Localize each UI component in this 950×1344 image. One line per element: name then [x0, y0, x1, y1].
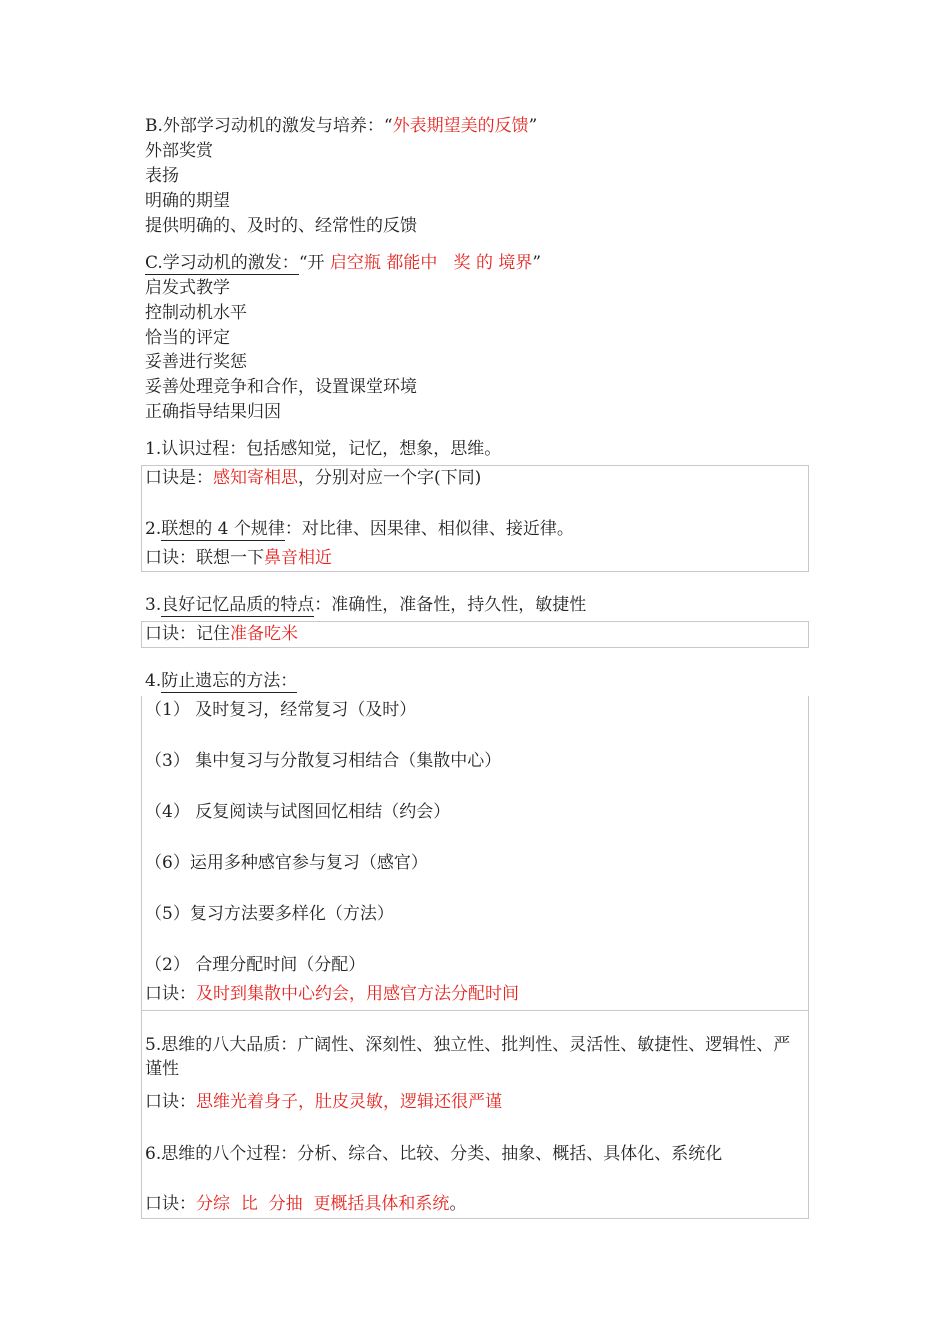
section-3-mnemonic: 口诀：记住准备吃米 [145, 624, 298, 644]
section-2-heading: 2.联想的 4 个规律：对比律、因果律、相似律、接近律。 [145, 519, 574, 539]
list-item: （3） 集中复习与分散复习相结合（集散中心） [145, 751, 502, 771]
section-b-heading: B.外部学习动机的激发与培养：“外表期望美的反馈” [145, 116, 538, 136]
section-1-heading: 1.认识过程：包括感知觉，记忆，想象，思维。 [145, 439, 502, 459]
section-2-mnemonic: 口诀：联想一下鼻音相近 [145, 548, 332, 568]
list-item: 外部奖赏 [145, 141, 213, 161]
list-item: 正确指导结果归因 [145, 402, 281, 422]
section-1-mnemonic: 口诀是：感知寄相思，分别对应一个字(下同) [145, 468, 482, 488]
list-item: 恰当的评定 [145, 328, 230, 348]
list-item: 提供明确的、及时的、经常性的反馈 [145, 216, 417, 236]
list-item: 表扬 [145, 166, 179, 186]
list-item: 妥善处理竞争和合作，设置课堂环境 [145, 377, 417, 397]
section-6-mnemonic: 口诀：分综 比 分抽 更概括具体和系统。 [145, 1194, 467, 1214]
list-item: 启发式教学 [145, 278, 230, 298]
list-item: 明确的期望 [145, 191, 230, 211]
list-item: （6）运用多种感官参与复习（感官） [145, 853, 428, 873]
list-item: （2） 合理分配时间（分配） [145, 955, 366, 975]
list-item: 妥善进行奖惩 [145, 352, 247, 372]
section-b-mnemonic: 外表期望美的反馈 [392, 116, 529, 136]
list-item: （5）复习方法要多样化（方法） [145, 904, 394, 924]
section-4-mnemonic: 口诀：及时到集散中心约会，用感官方法分配时间 [145, 984, 519, 1004]
section-c-heading: C.学习动机的激发：“开 启空瓶 都能中 奖 的 境界” [145, 253, 542, 273]
list-item: （4） 反复阅读与试图回忆相结（约会） [145, 802, 451, 822]
section-5-mnemonic: 口诀：思维光着身子，肚皮灵敏，逻辑还很严谨 [145, 1092, 502, 1112]
section-3-heading: 3.良好记忆品质的特点：准确性，准备性，持久性，敏捷性 [145, 595, 587, 615]
section-4-heading: 4.防止遗忘的方法： [145, 671, 298, 691]
section-5-heading: 5.思维的八大品质：广阔性、深刻性、独立性、批判性、灵活性、敏捷性、逻辑性、严谨性 [145, 1035, 791, 1079]
section-6-heading: 6.思维的八个过程：分析、综合、比较、分类、抽象、概括、具体化、系统化 [145, 1144, 723, 1164]
list-item: 控制动机水平 [145, 303, 247, 323]
list-item: （1） 及时复习，经常复习（及时） [145, 700, 417, 720]
